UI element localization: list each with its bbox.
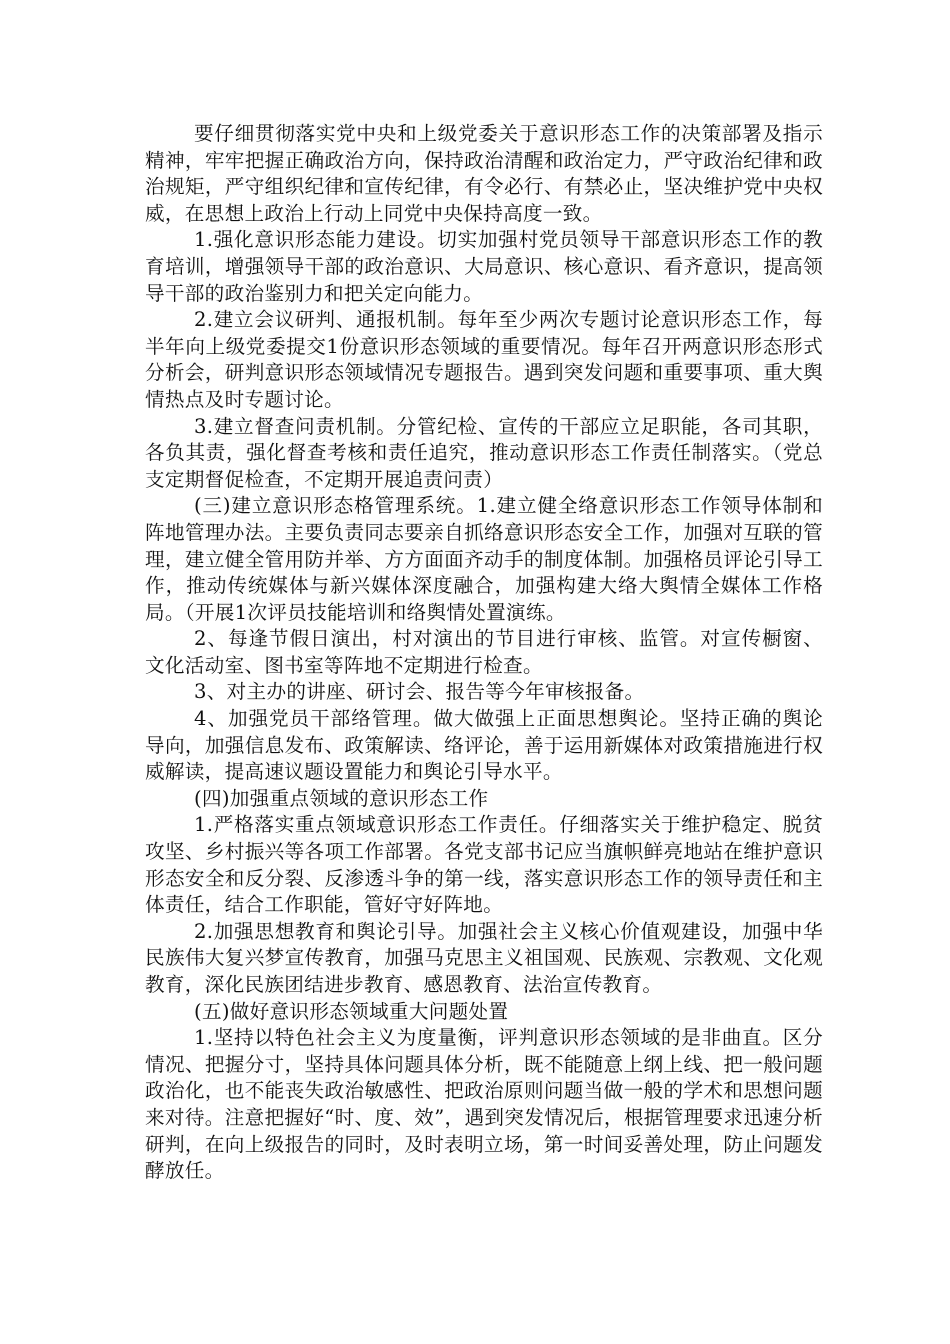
paragraph-cadre-network: 4、加强党员干部络管理。做大做强上正面思想舆论。坚持正确的舆论导向，加强信息发布、政策解读、络评论，善于运用新媒体对政策措施进行权威解读，提高速议题设置能力和舆论引导水平。 bbox=[145, 707, 823, 784]
section-4-heading: (四)加强重点领域的意识形态工作 bbox=[194, 786, 489, 810]
paragraph-holiday-performances: 2、每逢节假日演出，村对演出的节目进行审核、监管。对宣传橱窗、文化活动室、图书室等阵地不定期进行检查。 bbox=[145, 627, 823, 677]
paragraph-item-1-capacity: 1.强化意识形态能力建设。切实加强村党员领导干部意识形态工作的教育培训，增强领导干部的政治意识、大局意识、核心意识、看齐意识，提高领导干部的政治鉴别力和把关定向能力。 bbox=[145, 228, 823, 305]
section-5-heading: (五)做好意识形态领域重大问题处置 bbox=[194, 999, 509, 1023]
paragraph-ideological-education: 2.加强思想教育和舆论引导。加强社会主义核心价值观建设，加强中华民族伟大复兴梦宣传教育，加强马克思主义祖国观、民族观、宗教观、文化观教育，深化民族团结进步教育、感恩教育、法治宣传教育。 bbox=[145, 919, 823, 996]
paragraph-item-2-meetings: 2.建立会议研判、通报机制。每年至少两次专题讨论意识形态工作，每半年向上级党委提交1份意识形态领域的重要情况。每年召开两意识形态形式分析会，研判意识形态领域情况专题报告。遇到突发问题和重要事项、重大舆情热点及时专题讨论。 bbox=[145, 308, 823, 411]
paragraph-lectures-review: 3、对主办的讲座、研讨会、报告等今年审核报备。 bbox=[194, 680, 645, 704]
paragraph-key-areas-responsibility: 1.严格落实重点领域意识形态工作责任。仔细落实关于维护稳定、脱贫攻坚、乡村振兴等各项工作部署。各党支部书记应当旗帜鲜亮地站在维护意识形态安全和反分裂、反渗透斗争的第一线，落实意识形态工作的领导责任和主体责任，结合工作职能，管好守好阵地。 bbox=[145, 813, 823, 917]
paragraph-major-issues-handling: 1.坚持以特色社会主义为度量衡，评判意识形态领域的是非曲直。区分情况、把握分寸，坚持具体问题具体分析，既不能随意上纲上线、把一般问题政治化，也不能丧失政治敏感性、把政治原则问题当做一般的学术和思想问题来对待。注意把握好“时、度、效”，遇到突发情况后，根据管理要求迅速分析研判，在向上级报告的同时，及时表明立场，第一时间妥善处理，防止问题发酵放任。 bbox=[145, 1026, 823, 1183]
document-body bbox=[145, 121, 823, 1185]
paragraph-item-3-accountability: 3.建立督查问责机制。分管纪检、宣传的干部应立足职能，各司其职，各负其责，强化督查考核和责任追究，推动意识形态工作责任制落实。（党总支定期督促检查，不定期开展追责问责） bbox=[145, 414, 823, 491]
section-3-network-management: (三)建立意识形态格管理系统。1.建立健全络意识形态工作领导体制和阵地管理办法。主要负责同志要亲自抓络意识形态安全工作，加强对互联的管理，建立健全管用防并举、方方面面齐动手的制度体制。加强格员评论引导工作，推动传统媒体与新兴媒体深度融合，加强构建大络大舆情全媒体工作格局。（开展1次评员技能培训和络舆情处置演练。 bbox=[145, 494, 823, 624]
paragraph-intro: 要仔细贯彻落实党中央和上级党委关于意识形态工作的决策部署及指示精神，牢牢把握正确政治方向，保持政治清醒和政治定力，严守政治纪律和政治规矩，严守组织纪律和宣传纪律，有令必行、有禁必止，坚决维护党中央权威，在思想上政治上行动上同党中央保持高度一致。 bbox=[145, 122, 823, 225]
